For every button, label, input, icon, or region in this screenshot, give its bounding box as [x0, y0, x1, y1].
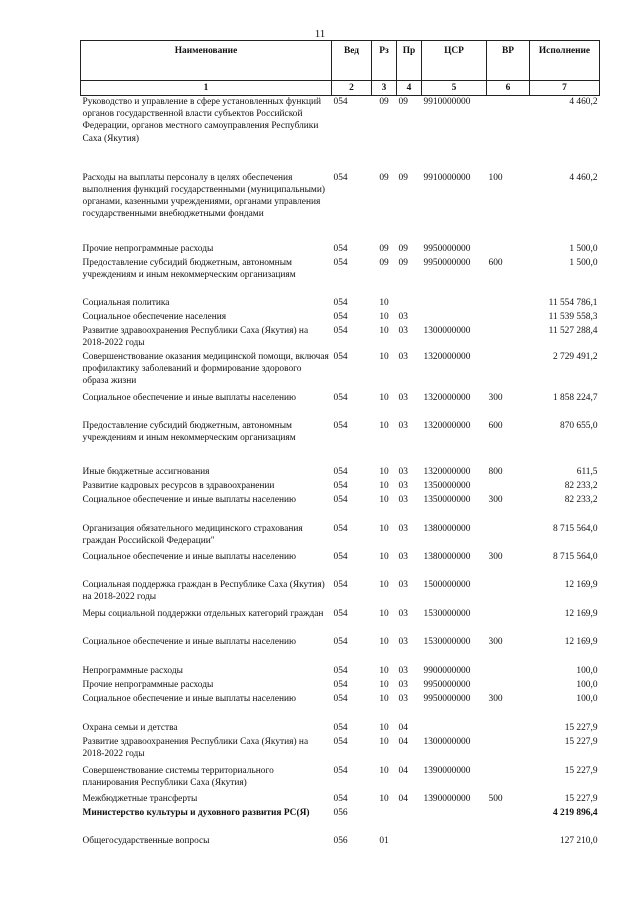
cell-sum: 4 460,2: [569, 97, 598, 107]
column-number: 2: [332, 81, 372, 96]
table-row: [81, 392, 600, 420]
cell-ved: 054: [333, 494, 348, 505]
cell-rz: 10: [379, 523, 389, 534]
column-number: 1: [81, 81, 332, 96]
table-row: [81, 420, 600, 466]
cell-pr: [397, 807, 422, 835]
cell-name: Социальное обеспечение и иные выплаты населению: [82, 693, 297, 704]
cell-name: Непрограммные расходы: [82, 665, 183, 676]
table-body: [81, 96, 600, 849]
cell-sum: 611,5: [576, 466, 598, 477]
cell-name: Социальное обеспечение и иные выплаты населению: [82, 392, 297, 403]
cell-csr: [422, 297, 487, 311]
header-vr: ВР: [487, 41, 530, 81]
cell-rz: 10: [379, 392, 389, 403]
cell-sum: 15 227,9: [564, 765, 598, 776]
table-row: [81, 608, 600, 636]
cell-name: Организация обязательного медицинского страхования граждан Российской Федерации": [82, 523, 303, 546]
cell-sum: 15 227,9: [564, 722, 598, 733]
cell-pr: 03: [398, 693, 408, 704]
cell-vr: [487, 736, 530, 765]
cell-csr: 1320000000: [423, 392, 471, 403]
cell-sum: 12 169,9: [564, 579, 598, 590]
cell-ved: 056: [333, 835, 348, 846]
cell-csr: 1350000000: [423, 494, 471, 505]
cell-vr: [487, 579, 530, 608]
cell-ved: 054: [333, 257, 348, 268]
header-ved: Вед: [332, 41, 372, 81]
cell-rz: 10: [379, 793, 389, 804]
cell-sum: 100,0: [576, 679, 598, 690]
table-row: [81, 679, 600, 693]
cell-csr: 1300000000: [423, 325, 471, 336]
table-row: [81, 736, 600, 765]
cell-sum: 11 527 288,4: [548, 325, 598, 336]
cell-csr: 9950000000: [423, 257, 471, 268]
cell-csr: 9910000000: [423, 172, 471, 183]
cell-vr: 300: [488, 494, 503, 505]
cell-ved: 054: [333, 793, 348, 804]
cell-pr: 03: [398, 392, 408, 403]
table-row: [81, 665, 600, 679]
cell-vr: [487, 765, 530, 793]
cell-csr: 9900000000: [423, 665, 471, 676]
cell-csr: 9950000000: [423, 243, 471, 254]
cell-csr: 1300000000: [423, 736, 471, 747]
cell-csr: 1390000000: [423, 765, 471, 776]
cell-name: Предоставление субсидий бюджетным, автономным учреждениям и иным некоммерческим организациям: [82, 420, 296, 443]
cell-ved: 054: [333, 480, 348, 491]
cell-sum: 870 655,0: [560, 420, 598, 431]
cell-sum: 15 227,9: [564, 736, 598, 747]
cell-ved: 054: [333, 523, 348, 534]
cell-rz: 09: [379, 97, 389, 107]
cell-ved: 054: [333, 579, 348, 590]
cell-sum: 2 729 491,2: [552, 351, 598, 362]
cell-rz: 10: [379, 679, 389, 690]
cell-vr: [487, 835, 530, 849]
cell-name: Прочие непрограммные расходы: [82, 243, 214, 254]
cell-sum: 1 500,0: [569, 257, 598, 268]
table-row: [81, 579, 600, 608]
cell-ved: 054: [333, 693, 348, 704]
cell-rz: 10: [379, 579, 389, 590]
cell-vr: [487, 665, 530, 679]
cell-name: Руководство и управление в сфере установленных функций органов государственной власти субъектов Российской Федерации, органов местного самоуправления Республики Саха (Якутия): [82, 97, 322, 144]
table-row: [81, 551, 600, 579]
cell-ved: 054: [333, 551, 348, 562]
cell-sum: 12 169,9: [564, 608, 598, 619]
table-row: [81, 297, 600, 311]
cell-ved: 054: [333, 679, 348, 690]
cell-rz: 10: [379, 480, 389, 491]
cell-csr: 1320000000: [423, 420, 471, 431]
cell-csr: 9950000000: [423, 679, 471, 690]
table-row: [81, 636, 600, 665]
cell-sum: 100,0: [576, 665, 598, 676]
cell-rz: 10: [379, 311, 389, 322]
cell-ved: 054: [333, 420, 348, 431]
cell-sum: 82 233,2: [564, 480, 598, 491]
cell-pr: 03: [398, 551, 408, 562]
cell-vr: 300: [488, 693, 503, 704]
cell-sum: 15 227,9: [564, 793, 598, 804]
table-row: [81, 172, 600, 243]
cell-sum: 4 219 896,4: [552, 807, 598, 818]
cell-name: Меры социальной поддержки отдельных категорий граждан: [82, 608, 324, 619]
header-pr: Пр: [397, 41, 422, 81]
cell-sum: 100,0: [576, 693, 598, 704]
table-row: [81, 480, 600, 494]
cell-vr: [487, 807, 530, 835]
cell-rz: 10: [379, 765, 389, 776]
cell-pr: 03: [398, 351, 408, 362]
cell-name: Развитие кадровых ресурсов в здравоохранении: [82, 480, 275, 491]
table-row: [81, 523, 600, 551]
cell-csr: [422, 722, 487, 736]
column-number: 3: [372, 81, 397, 96]
table-row: [81, 311, 600, 325]
cell-pr: 03: [398, 523, 408, 534]
cell-vr: 600: [488, 420, 503, 431]
cell-name: Социальная политика: [82, 297, 170, 308]
cell-vr: 800: [488, 466, 503, 477]
cell-ved: 054: [333, 665, 348, 676]
cell-sum: 127 210,0: [560, 835, 598, 846]
cell-vr: [487, 608, 530, 636]
cell-vr: [487, 679, 530, 693]
cell-ved: 054: [333, 608, 348, 619]
cell-vr: 600: [488, 257, 503, 268]
header-name: Наименование: [81, 41, 332, 81]
cell-rz: 10: [379, 494, 389, 505]
cell-ved: 054: [333, 736, 348, 747]
cell-rz: 10: [379, 636, 389, 647]
cell-pr: 03: [398, 636, 408, 647]
cell-pr: 09: [398, 257, 408, 268]
cell-csr: 9910000000: [423, 97, 471, 107]
table-row: [81, 765, 600, 793]
cell-rz: 10: [379, 736, 389, 747]
cell-ved: 054: [333, 325, 348, 336]
cell-pr: 03: [398, 608, 408, 619]
cell-sum: 11 554 786,1: [548, 297, 598, 308]
cell-pr: 03: [398, 311, 408, 322]
cell-csr: 1530000000: [423, 636, 471, 647]
cell-name: Межбюджетные трансферты: [82, 793, 198, 804]
cell-csr: 1380000000: [423, 523, 471, 534]
cell-name: Развитие здравоохранения Республики Саха (Якутия) на 2018-2022 годы: [82, 736, 309, 759]
cell-pr: 03: [398, 494, 408, 505]
cell-pr: 04: [398, 765, 408, 776]
table-row: [81, 722, 600, 736]
cell-pr: 03: [398, 466, 408, 477]
cell-pr: 04: [398, 736, 408, 747]
cell-rz: 10: [379, 297, 389, 308]
cell-sum: 8 715 564,0: [552, 523, 598, 534]
column-number: 7: [530, 81, 600, 96]
cell-ved: 054: [333, 636, 348, 647]
cell-pr: [397, 835, 422, 849]
cell-csr: 1500000000: [423, 579, 471, 590]
cell-ved: 056: [333, 807, 348, 818]
cell-ved: 054: [333, 722, 348, 733]
cell-sum: 11 539 558,3: [548, 311, 598, 322]
cell-name: Расходы на выплаты персоналу в целях обеспечения выполнения функций государственными (муниципальными) органами, казенными учреждениями, органами управления государственными внебюджетными фондами: [82, 172, 325, 220]
cell-ved: 054: [333, 466, 348, 477]
cell-sum: 1 858 224,7: [552, 392, 598, 403]
cell-name: Социальное обеспечение населения: [82, 311, 227, 322]
table-row: [81, 807, 600, 835]
cell-vr: 300: [488, 636, 503, 647]
column-number: 6: [487, 81, 530, 96]
cell-pr: 03: [398, 420, 408, 431]
cell-vr: 300: [488, 551, 503, 562]
table-row: [81, 257, 600, 297]
cell-csr: [422, 807, 487, 835]
cell-name: Социальная поддержка граждан в Республике Саха (Якутия) на 2018-2022 годы: [82, 579, 325, 602]
cell-pr: 03: [398, 665, 408, 676]
cell-vr: [487, 243, 530, 257]
cell-rz: 10: [379, 722, 389, 733]
page-number: 11: [314, 28, 326, 40]
cell-vr: [487, 351, 530, 392]
cell-name: Предоставление субсидий бюджетным, автономным учреждениям и иным некоммерческим организациям: [82, 257, 296, 280]
cell-pr: 04: [398, 722, 408, 733]
table-row: [81, 325, 600, 351]
cell-vr: 500: [488, 793, 503, 804]
cell-name: Общегосударственные вопросы: [82, 835, 210, 846]
header-csr: ЦСР: [422, 41, 487, 81]
cell-ved: 054: [333, 392, 348, 403]
cell-csr: 1320000000: [423, 351, 471, 362]
column-number: 4: [397, 81, 422, 96]
cell-csr: 1390000000: [423, 793, 471, 804]
cell-ved: 054: [333, 97, 348, 107]
cell-csr: [422, 311, 487, 325]
cell-vr: [487, 297, 530, 311]
cell-csr: 1380000000: [423, 551, 471, 562]
cell-vr: [487, 722, 530, 736]
cell-rz: 09: [379, 257, 389, 268]
cell-rz: 09: [379, 172, 389, 183]
table-row: [81, 693, 600, 722]
column-number-row: [81, 81, 600, 96]
cell-sum: 8 715 564,0: [552, 551, 598, 562]
cell-name: Совершенствование системы территориального планирования Республики Саха (Якутия): [82, 765, 274, 788]
cell-name: Охрана семьи и детства: [82, 722, 178, 733]
header-rz: Рз: [372, 41, 397, 81]
cell-sum: 12 169,9: [564, 636, 598, 647]
cell-rz: 10: [379, 665, 389, 676]
cell-vr: 300: [488, 392, 503, 403]
cell-csr: 9950000000: [423, 693, 471, 704]
table-row: [81, 793, 600, 807]
cell-vr: [487, 96, 530, 172]
cell-rz: 10: [379, 608, 389, 619]
cell-rz: 10: [379, 325, 389, 336]
cell-ved: 054: [333, 765, 348, 776]
cell-name: Социальное обеспечение и иные выплаты населению: [82, 636, 297, 647]
cell-rz: 10: [379, 693, 389, 704]
cell-csr: 1530000000: [423, 608, 471, 619]
cell-name: Совершенствование оказания медицинской помощи, включая профилактику заболеваний и формирование здорового образа жизни: [82, 351, 329, 386]
cell-vr: [487, 325, 530, 351]
table-row: [81, 494, 600, 523]
cell-rz: [372, 807, 397, 835]
table-row: [81, 96, 600, 172]
cell-ved: 054: [333, 351, 348, 362]
cell-pr: 04: [398, 793, 408, 804]
cell-pr: 03: [398, 579, 408, 590]
cell-ved: 054: [333, 297, 348, 308]
cell-sum: 4 460,2: [569, 172, 598, 183]
cell-rz: 10: [379, 351, 389, 362]
cell-name: Социальное обеспечение и иные выплаты населению: [82, 494, 297, 505]
cell-name: Министерство культуры и духовного развития РС(Я): [82, 807, 310, 818]
cell-rz: 01: [379, 835, 389, 846]
cell-vr: 100: [488, 172, 503, 183]
cell-pr: 09: [398, 243, 408, 254]
cell-vr: [487, 480, 530, 494]
cell-pr: 09: [398, 97, 408, 107]
cell-rz: 10: [379, 551, 389, 562]
cell-sum: 82 233,2: [564, 494, 598, 505]
cell-name: Прочие непрограммные расходы: [82, 679, 214, 690]
table-row: [81, 243, 600, 257]
cell-vr: [487, 523, 530, 551]
cell-ved: 054: [333, 311, 348, 322]
cell-csr: [422, 835, 487, 849]
cell-rz: 10: [379, 466, 389, 477]
cell-pr: [397, 297, 422, 311]
cell-ved: 054: [333, 243, 348, 254]
table-header-row: [81, 41, 600, 81]
cell-pr: 03: [398, 325, 408, 336]
cell-vr: [487, 311, 530, 325]
cell-pr: 03: [398, 679, 408, 690]
cell-sum: 1 500,0: [569, 243, 598, 254]
table-row: [81, 351, 600, 392]
cell-ved: 054: [333, 172, 348, 183]
cell-name: Развитие здравоохранения Республики Саха (Якутия) на 2018-2022 годы: [82, 325, 309, 348]
cell-csr: 1350000000: [423, 480, 471, 491]
cell-csr: 1320000000: [423, 466, 471, 477]
cell-name: Социальное обеспечение и иные выплаты населению: [82, 551, 297, 562]
budget-execution-table: [80, 40, 600, 849]
cell-name: Иные бюджетные ассигнования: [82, 466, 210, 477]
header-sum: Исполнение: [530, 41, 600, 81]
table-row: [81, 466, 600, 480]
table-row: [81, 835, 600, 849]
column-number: 5: [422, 81, 487, 96]
cell-pr: 09: [398, 172, 408, 183]
cell-pr: 03: [398, 480, 408, 491]
cell-rz: 10: [379, 420, 389, 431]
cell-rz: 09: [379, 243, 389, 254]
